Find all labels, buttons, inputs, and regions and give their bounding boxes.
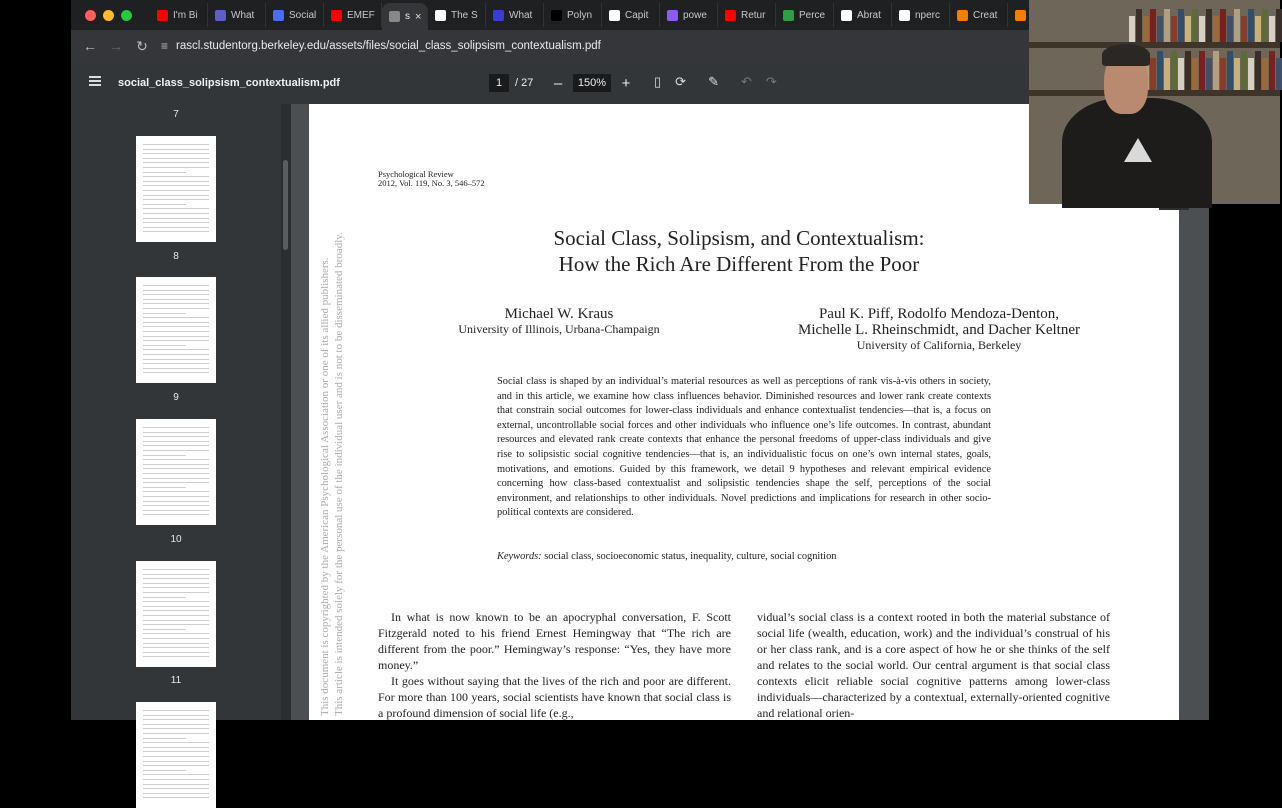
tab-label: Retur	[741, 9, 766, 21]
body-column-left	[378, 609, 731, 721]
tab-label: EMEF	[347, 9, 375, 21]
page-thumbnail[interactable]	[136, 561, 216, 667]
zoom-out-button[interactable]: –	[553, 74, 563, 92]
page-thumbnail[interactable]	[136, 136, 216, 242]
title-line-1: Social Class, Solipsism, and Contextualism:	[553, 226, 925, 250]
redo-icon[interactable]: ↷	[765, 74, 777, 89]
tab-8[interactable]	[602, 3, 660, 27]
thumbnail-page-number: 7	[173, 109, 179, 120]
close-tab-icon[interactable]: ×	[415, 10, 422, 23]
author-affiliation: University of California, Berkeley	[856, 338, 1022, 352]
article-title	[309, 225, 1169, 277]
ft-icon	[273, 10, 284, 21]
tab-10[interactable]	[718, 3, 776, 27]
page-selector	[489, 74, 533, 92]
url-text: rascl.studentorg.berkeley.edu/assets/files/social_class_solipsism_contextualism.pdf	[176, 40, 601, 52]
pdf-tools	[654, 74, 777, 90]
tab-label: What	[231, 9, 255, 21]
file-icon	[609, 10, 620, 21]
undo-icon[interactable]: ↶	[740, 74, 752, 89]
google-icon	[899, 10, 910, 21]
spinner-icon	[667, 10, 678, 21]
copyright-margin-notice	[313, 104, 343, 720]
fit-page-icon[interactable]: ▯	[654, 74, 662, 89]
margin-notice-line-2: This article is intended solely for the personal use of the individual user and is not to be disseminated broadly.	[333, 232, 345, 716]
tab-label: Capit	[625, 9, 649, 21]
leaf-icon	[783, 10, 794, 21]
zoom-level-input[interactable]: 150%	[573, 74, 611, 92]
youtube-icon	[157, 10, 168, 21]
page-thumbnail[interactable]	[136, 702, 216, 808]
thumbnail-page-number: 10	[170, 534, 182, 545]
tab-2[interactable]	[266, 3, 324, 27]
tab-0[interactable]	[150, 3, 208, 27]
title-line-2: How the Rich Are Different From the Poor	[558, 252, 920, 276]
x-icon	[551, 10, 562, 21]
tab-label: powe	[683, 9, 707, 21]
thumbnail-sidebar	[71, 104, 281, 720]
annotate-icon[interactable]: ✎	[708, 74, 719, 89]
keywords-list: social class, socioeconomic status, inequality, culture, social cognition	[544, 551, 837, 562]
thumbnail-page-number: 8	[173, 251, 179, 262]
keywords-label: Keywords:	[497, 551, 542, 562]
thumbnail-page-number: 9	[173, 392, 179, 403]
tab-1[interactable]	[208, 3, 266, 27]
zoom-in-button[interactable]: +	[621, 74, 631, 92]
tab-5[interactable]	[428, 3, 486, 27]
author-name: Michael W. Kraus	[504, 306, 614, 322]
tab-12[interactable]	[834, 3, 892, 27]
wikipedia-icon	[435, 10, 446, 21]
tab-6[interactable]	[486, 3, 544, 27]
abstract: Social class is shaped by an individual’s material resources as well as perceptions of rank vis-à-vis others in society, and in this article, we examine how class influences behavior. Diminished resources and lower rank create contexts that constrain social outcomes for lower-class individuals and enhance contextualist tendencies—that is, a focus on external, uncontrollable social forces and other individuals who influence one’s life outcomes. In contrast, abundant resources and elevated rank create contexts that enhance the personal freedoms of upper-class individuals and give rise to solipsistic social cognitive tendencies—that is, an individualistic focus on one’s own internal states, goals, motivations, and emotions. Guided by this framework, we detail 9 hypotheses and relevant empirical evidence concerning how class-based contextualist and solipsistic tendencies shape the self, perceptions of the social environment, and relationships to other individuals. Novel predictions and implications for research in other socio-political contexts are considered.	[497, 376, 991, 519]
tab-label: Social	[289, 9, 317, 21]
author-block-left	[409, 306, 709, 337]
tabs	[150, 0, 1066, 30]
tab-label: s	[405, 11, 410, 22]
tab-label: The S	[451, 9, 478, 21]
shield-icon	[215, 10, 226, 21]
url-field[interactable]	[161, 34, 1021, 58]
tab-13[interactable]	[892, 3, 950, 27]
keywords	[497, 551, 836, 562]
youtube-icon	[331, 10, 342, 21]
author-names-2: Michelle L. Rheinschmidt, and Dacher Keltner	[798, 322, 1080, 338]
tab-label: I'm Bi	[173, 9, 198, 21]
tab-9[interactable]	[660, 3, 718, 27]
wikipedia-icon	[841, 10, 852, 21]
forward-icon[interactable]: →	[109, 38, 123, 54]
sidebar-scrollbar[interactable]	[283, 160, 288, 250]
journal-volume: 2012, Vol. 119, No. 3, 546–572	[378, 178, 485, 188]
maximize-window-button[interactable]	[121, 10, 132, 21]
close-window-button[interactable]	[85, 10, 96, 21]
tab-14[interactable]	[950, 3, 1008, 27]
bi-icon	[493, 10, 504, 21]
tab-label: Abrat	[857, 9, 881, 21]
paragraph: vidual’s social class is a context rooted in both the material substance of social life (wealth, education, work) and the individual’s construal of his or her class rank, and is a core aspect of how he or she thinks of the self and relates to the social world. Our central argument is that social class contexts elicit reliable social cognitive patterns among lower-class individuals—characterized by a contextual, externally-oriented cognitive and relational orien-	[757, 610, 1110, 720]
menu-icon[interactable]	[89, 76, 101, 86]
paragraph: In what is now known to be an apocryphal conversation, F. Scott Fitzgerald noted to his friend Ernest Hemingway that “The rich are different from the poor.” Hemingway’s response: “Yes, they have more money.”	[378, 610, 731, 672]
tab-label: Perce	[799, 9, 826, 21]
page-thumbnail[interactable]	[136, 277, 216, 383]
body-column-right	[757, 609, 1110, 721]
youtube-icon	[725, 10, 736, 21]
page-number-input[interactable]: 1	[489, 74, 509, 92]
tab-label: Polyn	[567, 9, 593, 21]
webcam-overlay	[1029, 0, 1280, 204]
tab-label: nperc	[915, 9, 941, 21]
tab-label: Creat	[973, 9, 998, 21]
blogger-icon	[1015, 10, 1026, 21]
paragraph: It goes without saying that the lives of the rich and poor are different. For more than 100 years, social scientists have known that social class is a profound dimension of social life (e.g.,	[378, 674, 731, 720]
page-total: / 27	[515, 77, 534, 89]
tab-4[interactable]	[382, 3, 428, 30]
reload-icon[interactable]: ↻	[136, 37, 148, 54]
author-names-1: Paul K. Piff, Rodolfo Mendoza-Denton,	[818, 306, 1060, 322]
tab-3[interactable]	[324, 3, 382, 27]
tab-label: What	[509, 9, 533, 21]
site-info-icon[interactable]: ≡	[161, 39, 169, 53]
zoom-controls	[551, 74, 633, 92]
author-affiliation: University of Illinois, Urbana-Champaign	[458, 322, 660, 336]
thumbnail-page-number: 11	[170, 675, 182, 686]
tab-7[interactable]	[544, 3, 602, 27]
window-controls	[71, 10, 150, 21]
rotate-icon[interactable]: ⟳	[675, 74, 687, 89]
document-title: social_class_solipsism_contextualism.pdf	[118, 77, 340, 89]
journal-header	[378, 170, 485, 188]
shirt-logo-icon	[1124, 138, 1152, 162]
tab-11[interactable]	[776, 3, 834, 27]
back-icon[interactable]: ←	[83, 38, 97, 54]
journal-name: Psychological Review	[378, 169, 454, 179]
globe-icon	[389, 11, 400, 22]
author-block-right	[774, 306, 1104, 353]
minimize-window-button[interactable]	[103, 10, 114, 21]
margin-notice-line-1: This document is copyrighted by the American Psychological Association or one of its allied publishers.	[319, 257, 331, 716]
blogger-icon	[957, 10, 968, 21]
page-thumbnail[interactable]	[136, 419, 216, 525]
person-cap	[1102, 44, 1150, 66]
